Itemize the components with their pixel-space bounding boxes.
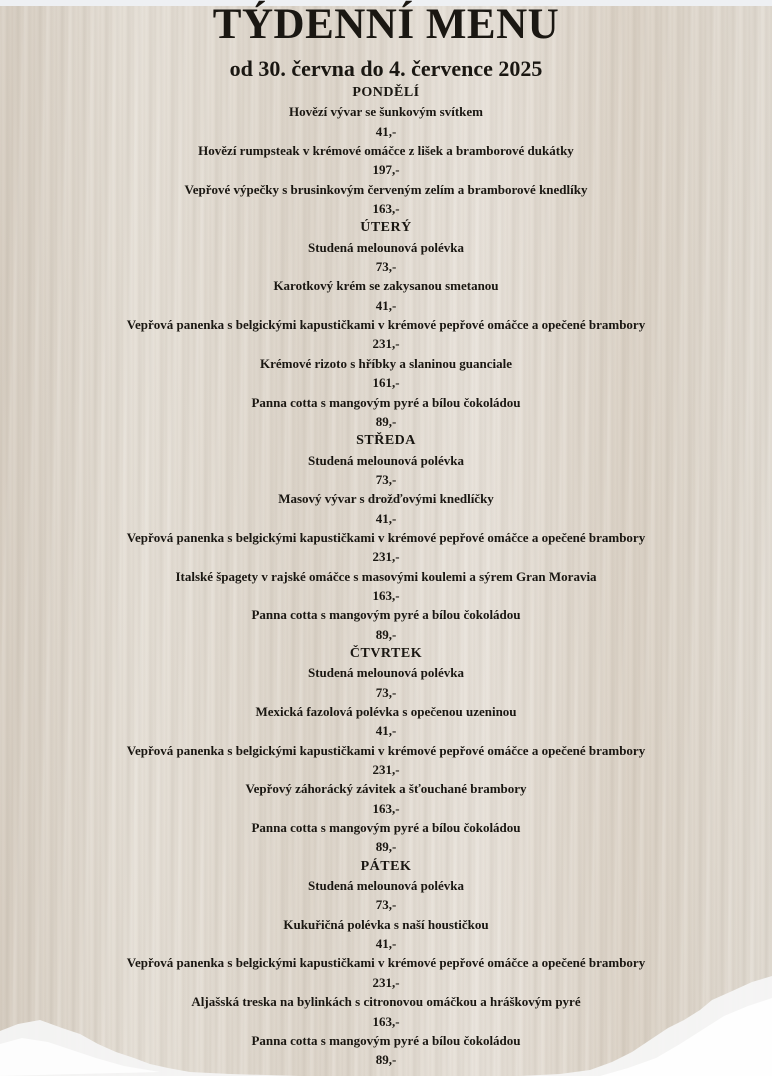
dish-name: Mexická fazolová polévka s opečenou uzeninou (255, 704, 517, 719)
dish-price: 41,- (375, 723, 397, 739)
dish-price: 163,- (372, 1013, 400, 1029)
day-heading: ÚTERÝ (360, 220, 412, 236)
dish-name: Krémové rizoto s hříbky a slaninou guanciale (259, 355, 513, 371)
dish-name: Masový vývar s drožďovými knedlíčky (278, 491, 494, 507)
dish-name: Hovězí rumpsteak v krémové omáčce z lišek a bramborové dukátky (198, 143, 574, 159)
dish-name: Vepřové výpečky s brusinkovým červeným zelím a bramborové knedlíky (184, 181, 588, 197)
dish-name: Vepřový záhorácký závitek a šťouchané brambory (245, 781, 527, 797)
menu-list (0, 83, 772, 1070)
page-title: TÝDENNÍ MENU (212, 1, 560, 48)
day-heading: PONDĚLÍ (352, 85, 420, 100)
dish-price: 89,- (375, 839, 397, 855)
dish-price: 89,- (375, 626, 397, 642)
dish-price: 73,- (375, 684, 397, 700)
dish-name: Vepřová panenka s belgickými kapustičkami v krémové pepřové omáčce a opečené brambory (126, 317, 646, 333)
dish-price: 89,- (375, 413, 397, 429)
dish-price: 163,- (372, 201, 400, 217)
dish-price: 197,- (372, 162, 400, 178)
dish-name: Studená melounová polévka (307, 239, 465, 255)
dish-name: Studená melounová polévka (307, 878, 465, 894)
dish-name: Panna cotta s mangovým pyré a bílou čokoládou (251, 820, 521, 836)
day-heading: ČTVRTEK (349, 645, 423, 661)
dish-name: Panna cotta s mangovým pyré a bílou čokoládou (251, 1032, 521, 1048)
dish-price: 89,- (375, 1052, 397, 1068)
dish-price: 231,- (372, 762, 400, 778)
dish-price: 73,- (375, 471, 397, 487)
day-heading: STŘEDA (356, 433, 416, 449)
dish-price: 231,- (372, 549, 400, 565)
dish-name: Aljašská treska na bylinkách s citronovou omáčkou a hráškovým pyré (191, 994, 581, 1010)
dish-name: Panna cotta s mangovým pyré a bílou čokoládou (251, 394, 521, 410)
dish-name: Panna cotta s mangovým pyré a bílou čokoládou (251, 607, 521, 623)
dish-price: 161,- (372, 375, 400, 391)
dish-price: 73,- (375, 897, 397, 913)
dish-price: 163,- (372, 587, 400, 603)
dish-price: 231,- (372, 336, 400, 352)
day-heading: PÁTEK (360, 858, 412, 874)
dish-name: Studená melounová polévka (307, 452, 465, 468)
dish-name: Vepřová panenka s belgickými kapustičkami v krémové pepřové omáčce a opečené brambory (126, 955, 646, 971)
dish-price: 41,- (375, 936, 397, 952)
dish-price: 41,- (375, 510, 397, 526)
dish-name: Kukuřičná polévka s naší houstičkou (283, 916, 489, 932)
dish-price: 41,- (375, 123, 397, 139)
dish-price: 231,- (372, 974, 400, 990)
dish-name: Hovězí vývar se šunkovým svítkem (288, 104, 484, 120)
date-range: od 30. června do 4. července 2025 (229, 56, 543, 81)
dish-price: 41,- (375, 297, 397, 313)
dish-name: Studená melounová polévka (307, 665, 465, 681)
dish-name: Karotkový krém se zakysanou smetanou (273, 278, 499, 294)
dish-name: Vepřová panenka s belgickými kapustičkami v krémové pepřové omáčce a opečené brambory (126, 529, 646, 545)
dish-price: 73,- (375, 259, 397, 275)
dish-name: Italské špagety v rajské omáčce s masovými koulemi a sýrem Gran Moravia (175, 568, 597, 584)
dish-name: Vepřová panenka s belgickými kapustičkami v krémové pepřové omáčce a opečené brambory (126, 742, 646, 758)
dish-price: 163,- (372, 800, 400, 816)
